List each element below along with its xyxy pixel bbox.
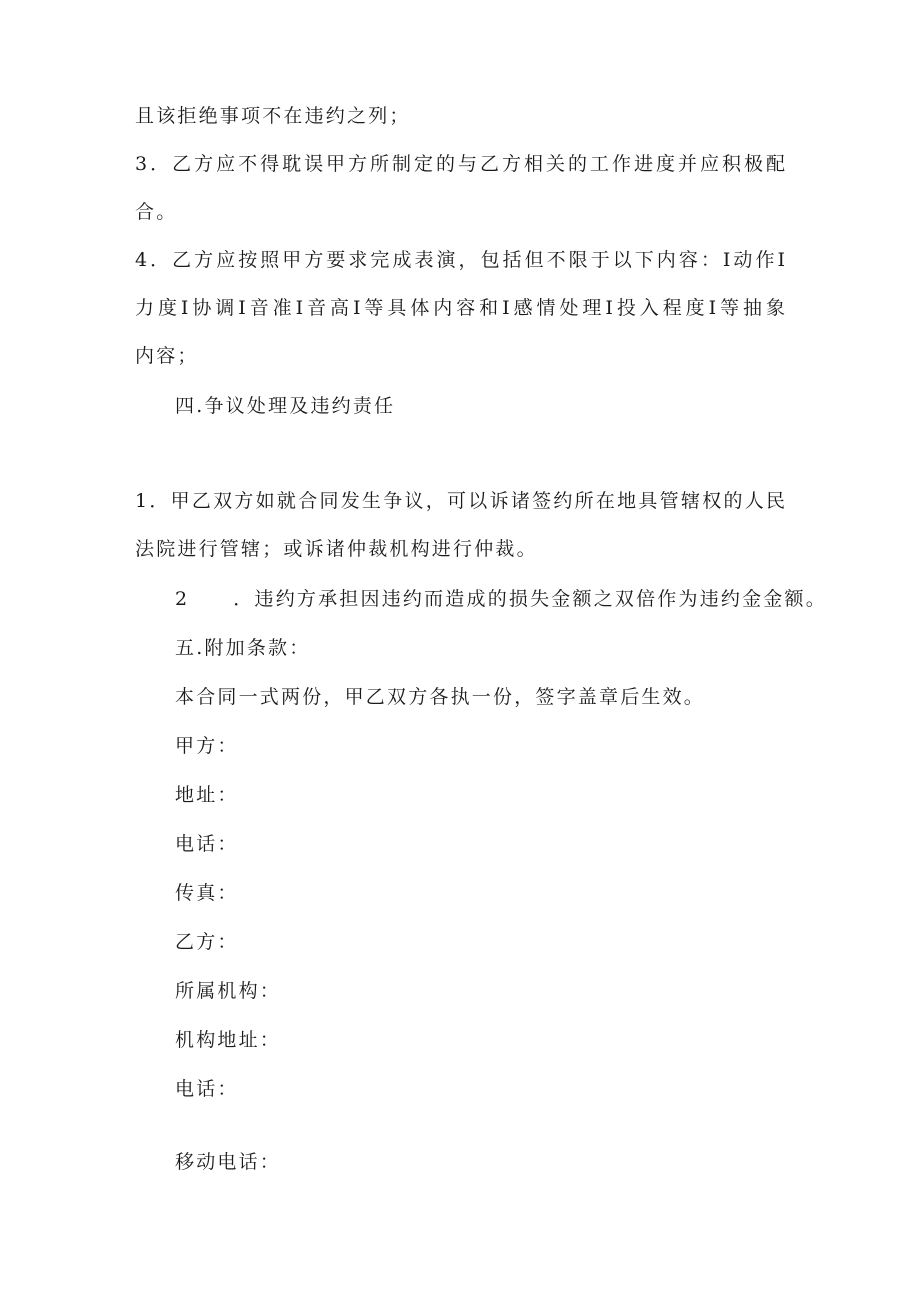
phone-a-label: 电话： bbox=[175, 833, 239, 855]
dispute-clause-1-line-1: 1．甲乙双方如就合同发生争议，可以诉诸签约所在地具管辖权的人民 bbox=[135, 490, 785, 512]
clause-4-line-3: 内容； bbox=[135, 345, 199, 367]
clause-3-line-1: 3．乙方应不得耽误甲方所制定的与乙方相关的工作进度并应积极配 bbox=[135, 153, 785, 175]
dispute-clause-2-number: 2 bbox=[175, 588, 190, 610]
mobile-phone-label: 移动电话： bbox=[175, 1151, 282, 1173]
phone-b-label: 电话： bbox=[175, 1078, 239, 1100]
clause-4-line-2: 力度I协调I音准I音高I等具体内容和I感情处理I投入程度I等抽象 bbox=[135, 297, 785, 319]
dispute-clause-1-line-2: 法院进行管辖；或诉诸仲裁机构进行仲裁。 bbox=[135, 538, 538, 560]
organization-label: 所属机构： bbox=[175, 980, 282, 1002]
effectiveness-clause: 本合同一式两份，甲乙双方各执一份，签字盖章后生效。 bbox=[175, 686, 706, 708]
fax-label: 传真： bbox=[175, 882, 239, 904]
dispute-clause-2 bbox=[175, 587, 827, 611]
section-4-heading: 四.争议处理及违约责任 bbox=[175, 395, 396, 417]
address-label: 地址： bbox=[175, 784, 239, 806]
dispute-clause-2-text: ．违约方承担因违约而造成的损失金额之双倍作为违约金金额。 bbox=[233, 588, 827, 610]
clause-continuation: 且该拒绝事项不在违约之列； bbox=[135, 105, 411, 127]
clause-4-line-1: 4．乙方应按照甲方要求完成表演，包括但不限于以下内容：I动作I bbox=[135, 249, 785, 271]
party-a-label: 甲方： bbox=[175, 735, 239, 757]
clause-3-line-2: 合。 bbox=[135, 201, 178, 223]
party-b-label: 乙方： bbox=[175, 931, 239, 953]
section-5-heading: 五.附加条款： bbox=[175, 637, 311, 659]
organization-address-label: 机构地址： bbox=[175, 1029, 282, 1051]
